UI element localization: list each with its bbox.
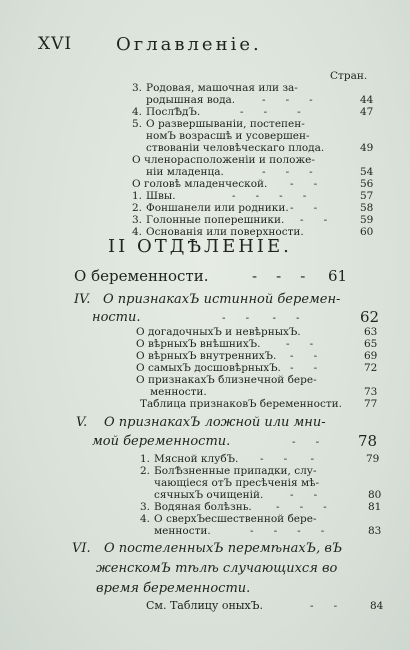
toc-page-number: 79 — [366, 453, 380, 465]
toc-dashes: - - - - — [232, 190, 307, 202]
toc-entry-text: БолѢзненные припадки, слу- — [154, 465, 317, 477]
chapter-title: ности. — [92, 310, 141, 325]
toc-page-number: 83 — [368, 525, 382, 537]
toc-dashes: - - — [290, 350, 318, 362]
toc-entry-text: менности. — [150, 386, 207, 398]
page-roman-numeral: XVI — [38, 34, 73, 54]
toc-dashes: - - - — [262, 166, 313, 178]
toc-entry-text: Фоншанели или родники. — [146, 202, 289, 214]
toc-entry-text: Родовая, машочная или за- — [146, 82, 298, 94]
toc-entry-num: 5. — [132, 118, 143, 130]
toc-page-number: 63 — [364, 326, 378, 338]
toc-entry-text: Швы. — [146, 190, 176, 202]
toc-entry-text: Голонные поперешники. — [146, 214, 285, 226]
toc-entry-text: Таблица признаковЪ беременности. — [140, 398, 342, 410]
page-column-label: Стран. — [330, 70, 368, 82]
chapter-title: время беременности. — [96, 581, 251, 596]
toc-entry-num: 3. — [132, 214, 143, 226]
toc-page-number: 60 — [360, 226, 374, 238]
toc-entry-num: 4. — [132, 226, 143, 238]
toc-entry-text: родышная вода. — [146, 94, 236, 106]
toc-page-number: 80 — [368, 489, 382, 501]
toc-page-number: 44 — [360, 94, 374, 106]
section-title: II ОТДѢЛЕНІЕ. — [108, 236, 292, 257]
toc-entry-text: Мясной клубЪ. — [154, 453, 239, 465]
toc-entry-num: 2. — [132, 202, 143, 214]
toc-page-number: 49 — [360, 142, 374, 154]
toc-dashes: - - — [290, 202, 318, 214]
toc-page-number: 73 — [364, 386, 378, 398]
toc-page-number: 47 — [360, 106, 374, 118]
chapter-roman: IV. — [74, 292, 91, 307]
toc-page-number: 72 — [364, 362, 378, 374]
toc-entry-text: Водяная болѣзнь. — [154, 501, 252, 513]
toc-page-number: 57 — [360, 190, 374, 202]
toc-entry-text: менности. — [154, 525, 211, 537]
toc-dashes: - - — [290, 489, 318, 501]
toc-dashes: - - - — [260, 453, 315, 465]
toc-dashes: - - — [290, 178, 318, 190]
chapter-roman: V. — [76, 415, 88, 430]
toc-page-number: 54 — [360, 166, 374, 178]
toc-entry-text: ніи младенца. — [146, 166, 224, 178]
toc-page-number: 78 — [358, 432, 378, 450]
toc-page-number: 65 — [364, 338, 378, 350]
toc-entry-text: О самыхЪ досшовѣрныхЪ. — [136, 362, 281, 374]
toc-entry-text: ПослѢдЪ. — [146, 106, 201, 118]
toc-dashes: - - - — [262, 94, 313, 106]
toc-entry-text: О развершываніи, постепен- — [146, 118, 305, 130]
toc-dashes: - - - — [276, 501, 327, 513]
toc-dashes: - - - - — [250, 525, 325, 537]
chapter-title: О признакахЪ ложной или мни- — [104, 415, 326, 430]
toc-page-number: 77 — [364, 398, 378, 410]
chapter-title: О постеленныхЪ перемѣнахЪ, вЪ — [104, 541, 343, 556]
toc-entry-text: О членорасположеніи и положе- — [132, 154, 315, 166]
toc-entry-num: 1. — [132, 190, 143, 202]
toc-entry-text: ствованіи человѣческаго плода. — [146, 142, 325, 154]
toc-entry-text: чающіеся отЪ пресѣченія мѣ- — [154, 477, 319, 489]
toc-page-number: 61 — [328, 267, 348, 285]
toc-page-number: 81 — [368, 501, 382, 513]
toc-entry-text: О сверхЪесшественной бере- — [154, 513, 317, 525]
chapter-title: женскомЪ тѣлѣ случающихся во — [96, 561, 338, 576]
toc-entry-num: 4. — [140, 513, 151, 525]
toc-entry-text: О вѣрныхЪ внутреннихЪ. — [136, 350, 277, 362]
toc-dashes: - - - — [252, 267, 306, 285]
toc-page-number: 84 — [370, 600, 384, 612]
toc-dashes: - - — [300, 214, 328, 226]
toc-entry-text: О вѣрныхЪ внѣшнихЪ. — [136, 338, 261, 350]
chapter-title: О признакахЪ истинной беремен- — [103, 292, 341, 307]
toc-dashes: - - — [310, 600, 338, 612]
toc-page-number: 69 — [364, 350, 378, 362]
toc-entry-num: 2. — [140, 465, 151, 477]
toc-dashes: - - — [292, 436, 320, 448]
toc-page-number: 58 — [360, 202, 374, 214]
toc-entry-text: О догадочныхЪ и невѣрныхЪ. — [136, 326, 301, 338]
toc-entry-num: 1. — [140, 453, 151, 465]
toc-dashes: - - - — [240, 106, 301, 118]
toc-entry-text: сячныхЪ очищеній. — [154, 489, 264, 501]
toc-entry-text: номЪ возрасшѣ и усовершен- — [146, 130, 310, 142]
chapter-roman: VI. — [72, 541, 91, 556]
toc-dashes: - - — [286, 338, 314, 350]
toc-entry-num: 3. — [140, 501, 151, 513]
toc-part-title: О беременности. — [74, 267, 209, 285]
toc-page-number: 62 — [360, 308, 380, 326]
chapter-title: мой беременности. — [92, 434, 231, 449]
toc-dashes: - - — [290, 362, 318, 374]
toc-entry-text: Основанія или поверхности. — [146, 226, 304, 238]
toc-page-number: 56 — [360, 178, 374, 190]
toc-entry-text: О признакахЪ близнечной бере- — [136, 374, 317, 386]
toc-page-number: 59 — [360, 214, 374, 226]
toc-entry-num: 4. — [132, 106, 143, 118]
toc-entry-text: См. Таблицу оныхЪ. — [146, 599, 263, 612]
toc-dashes: - - - - — [222, 312, 300, 324]
toc-entry-text: О головѣ младенческой. — [132, 178, 268, 190]
toc-entry-num: 3. — [132, 82, 143, 94]
page-title: Оглавленіе. — [116, 34, 262, 55]
